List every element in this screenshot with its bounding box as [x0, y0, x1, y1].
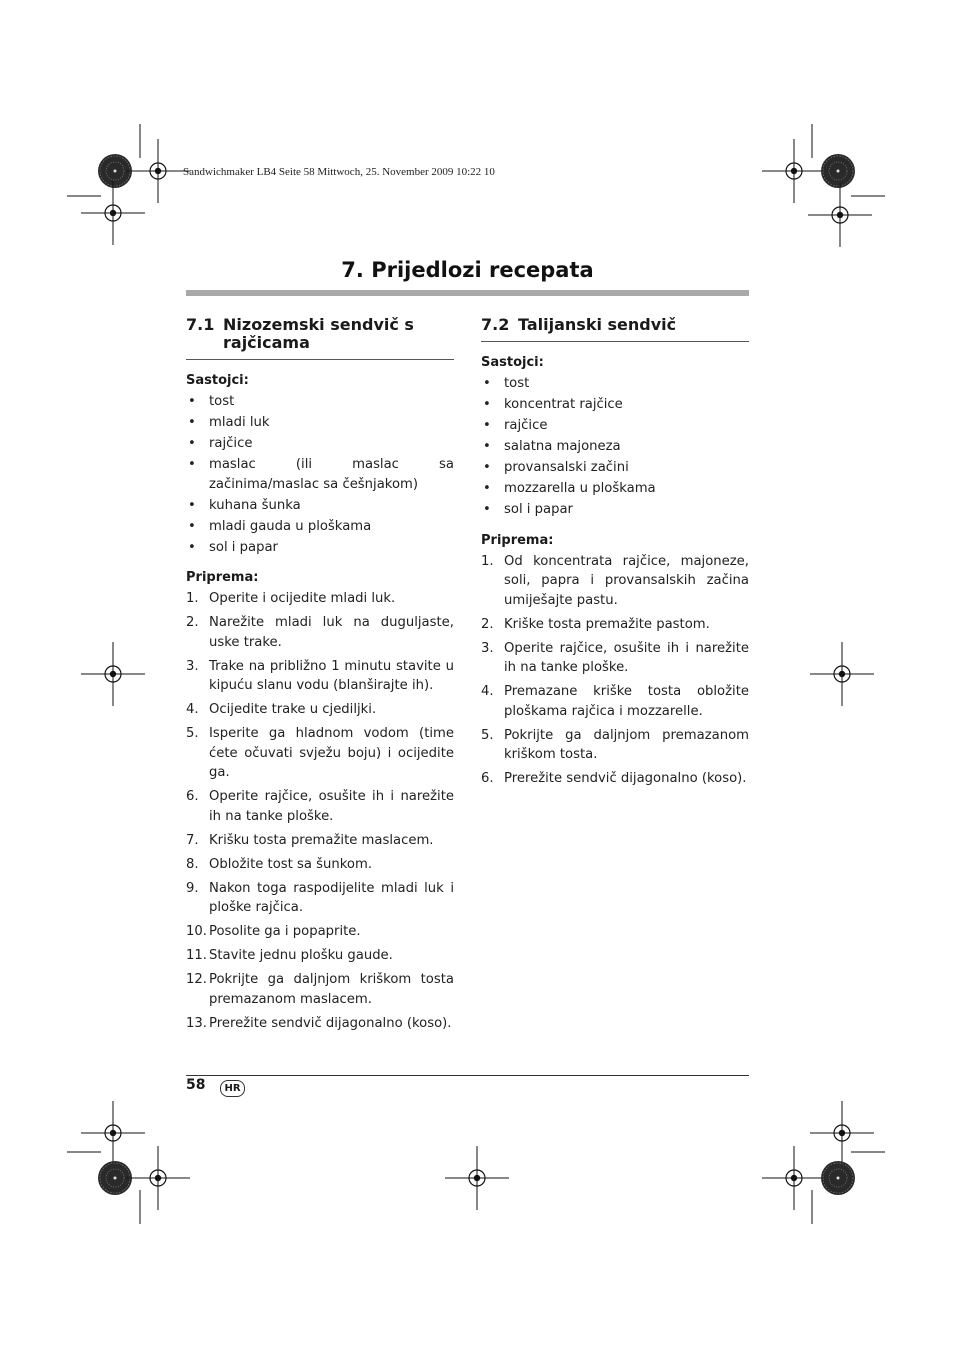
step-item — [186, 589, 454, 609]
step-number: 5. — [186, 726, 199, 741]
step-item — [186, 855, 454, 875]
step-item — [186, 1014, 454, 1034]
step-number: 11. — [186, 948, 207, 963]
list-item: • tost — [481, 374, 749, 394]
step-item — [186, 787, 454, 826]
step-text: Operite rajčice, osušite ih i narežite ih na tanke ploške. — [504, 640, 749, 675]
step-text: Prerežite sendvič dijagonalno (koso). — [504, 771, 747, 786]
section-number: 7.1 — [186, 315, 215, 334]
list-item: • mladi luk — [186, 413, 454, 433]
step-item — [186, 970, 454, 1009]
list-item: • kuhana šunka — [186, 496, 454, 516]
step-text: Ocijedite trake u cjediljki. — [209, 702, 377, 717]
step-item — [186, 613, 454, 652]
footer-divider — [186, 1075, 749, 1076]
section-title: Talijanski sendvič — [518, 315, 677, 334]
step-text: Narežite mladi luk na duguljaste, uske trake. — [209, 615, 454, 650]
preparation-label: Priprema: — [186, 570, 259, 585]
step-number: 3. — [481, 640, 494, 656]
step-text: Posolite ga i popaprite. — [209, 924, 361, 939]
step-number: 2. — [481, 616, 494, 632]
steps-list — [481, 552, 749, 789]
step-text: Pokrijte ga daljnjom premazanom kriškom tosta. — [504, 727, 749, 762]
step-text: Isperite ga hladnom vodom (time ćete očuvati svježu boju) i ocijedite ga. — [209, 726, 454, 780]
preparation-label: Priprema: — [481, 532, 554, 548]
section-number: 7.2 — [481, 315, 510, 334]
step-number: 5. — [481, 727, 494, 743]
section-heading — [481, 316, 749, 342]
step-number: 13. — [186, 1015, 207, 1031]
list-item: • rajčice — [481, 416, 749, 436]
step-number: 3. — [186, 658, 199, 674]
step-item — [186, 724, 454, 783]
title-bar — [186, 290, 749, 296]
list-item: • maslac (ili maslac sa začinima/maslac sa češnjakom) — [186, 455, 454, 494]
step-item — [186, 879, 454, 918]
step-item — [481, 726, 749, 765]
step-number: 10. — [186, 924, 207, 939]
step-item — [481, 552, 749, 611]
section-italian-sandwich — [481, 316, 749, 793]
step-text: Stavite jednu plošku gaude. — [209, 948, 393, 963]
step-text: Od koncentrata rajčice, majoneze, soli, papra i provansalskih začina umiješajte pastu. — [504, 553, 749, 608]
list-item: • sol i papar — [481, 500, 749, 520]
step-number: 6. — [481, 771, 494, 786]
step-item — [186, 946, 454, 966]
page-number: 58 — [186, 1077, 206, 1093]
step-text: Operite i ocijedite mladi luk. — [209, 591, 396, 606]
list-item: • salatna majoneza — [481, 437, 749, 457]
list-item: • mladi gauda u ploškama — [186, 517, 454, 537]
ingredients-list — [186, 392, 454, 557]
ingredients-label: Sastojci: — [186, 373, 249, 388]
language-badge: HR — [220, 1080, 245, 1097]
page-title: 7. Prijedlozi recepata — [341, 258, 594, 282]
step-item — [481, 615, 749, 635]
steps-list — [186, 589, 454, 1033]
step-number: 2. — [186, 615, 199, 630]
step-item — [186, 700, 454, 720]
step-item — [186, 657, 454, 696]
step-number: 1. — [481, 553, 494, 569]
ingredients-list — [481, 374, 749, 520]
list-item: • provansalski začini — [481, 458, 749, 478]
section-heading — [186, 316, 454, 360]
list-item: • sol i papar — [186, 538, 454, 558]
list-item: • koncentrat rajčice — [481, 395, 749, 415]
step-number: 9. — [186, 880, 199, 896]
list-item: • tost — [186, 392, 454, 412]
list-item: • rajčice — [186, 434, 454, 454]
step-item — [481, 639, 749, 678]
step-number: 4. — [481, 684, 494, 699]
step-text: Krišku tosta premažite maslacem. — [209, 832, 434, 848]
step-item — [481, 769, 749, 789]
print-header: Sandwichmaker LB4 Seite 58 Mittwoch, 25. November 2009 10:22 10 — [183, 166, 495, 178]
step-number: 7. — [186, 832, 199, 848]
step-text: Pokrijte ga daljnjom kriškom tosta premazanom maslacem. — [209, 972, 454, 1007]
step-item — [186, 922, 454, 942]
step-number: 4. — [186, 702, 199, 717]
step-number: 12. — [186, 972, 207, 987]
step-text: Obložite tost sa šunkom. — [209, 856, 373, 872]
step-text: Nakon toga raspodijelite mladi luk i ploške rajčica. — [209, 880, 454, 915]
step-number: 6. — [186, 789, 199, 804]
list-item: • mozzarella u ploškama — [481, 479, 749, 499]
step-text: Operite rajčice, osušite ih i narežite ih na tanke ploške. — [209, 789, 454, 824]
step-text: Prerežite sendvič dijagonalno (koso). — [209, 1015, 452, 1031]
step-text: Kriške tosta premažite pastom. — [504, 616, 710, 632]
section-dutch-sandwich — [186, 316, 454, 1038]
ingredients-label: Sastojci: — [481, 355, 544, 370]
section-title: Nizozemski sendvič s rajčicama — [223, 315, 414, 352]
step-text: Premazane kriške tosta obložite ploškama rajčica i mozzarelle. — [504, 684, 749, 719]
step-item — [186, 831, 454, 851]
step-number: 1. — [186, 591, 199, 606]
step-number: 8. — [186, 856, 199, 872]
step-text: Trake na približno 1 minutu stavite u kipuću slanu vodu (blanširajte ih). — [209, 658, 454, 693]
step-item — [481, 682, 749, 721]
